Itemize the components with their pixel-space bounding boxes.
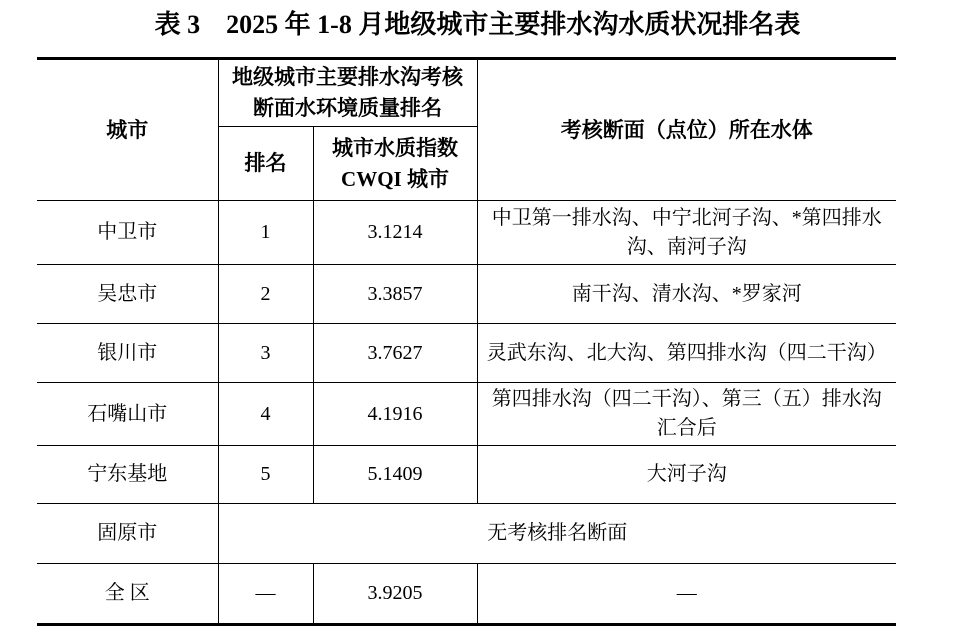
rank-cell: 4	[218, 383, 313, 446]
water-body-cell: 灵武东沟、北大沟、第四排水沟（四二干沟）	[477, 324, 896, 383]
rank-cell: 1	[218, 201, 313, 265]
cwqi-cell: 3.3857	[313, 265, 477, 324]
table-row	[37, 201, 896, 265]
cwqi-cell: 5.1409	[313, 446, 477, 504]
header-rank: 排名	[218, 127, 313, 201]
rank-cell: 5	[218, 446, 313, 504]
city-cell: 中卫市	[37, 201, 218, 265]
cwqi-cell: 4.1916	[313, 383, 477, 446]
table-row	[37, 446, 896, 504]
table-row	[37, 324, 896, 383]
cwqi-cell: 3.9205	[313, 564, 477, 625]
table-row	[37, 265, 896, 324]
table-row	[37, 383, 896, 446]
water-body-cell: —	[477, 564, 896, 625]
table-title: 表 3 2025 年 1-8 月地级城市主要排水沟水质状况排名表	[154, 10, 801, 39]
city-cell: 石嘴山市	[37, 383, 218, 446]
rank-cell: 2	[218, 265, 313, 324]
header-city: 城市	[37, 59, 218, 201]
water-body-cell: 中卫第一排水沟、中宁北河子沟、*第四排水沟、南河子沟	[477, 201, 896, 265]
table-row-guyuan	[37, 504, 896, 564]
table-row-total	[37, 564, 896, 625]
header-ranking-group-label: 地级城市主要排水沟考核断面水环境质量排名	[232, 65, 463, 120]
no-assessment-cell: 无考核排名断面	[218, 504, 896, 564]
header-ranking-group	[218, 59, 477, 127]
rank-cell: 3	[218, 324, 313, 383]
header-cwqi	[313, 127, 477, 201]
water-quality-ranking-table	[37, 57, 896, 626]
city-cell: 宁东基地	[37, 446, 218, 504]
city-cell: 吴忠市	[37, 265, 218, 324]
water-body-cell: 第四排水沟（四二干沟）、第三（五）排水沟汇合后	[477, 383, 896, 446]
cwqi-cell: 3.1214	[313, 201, 477, 265]
water-body-cell: 南干沟、清水沟、*罗家河	[477, 265, 896, 324]
cwqi-cell: 3.7627	[313, 324, 477, 383]
header-row-1	[37, 59, 896, 127]
city-cell: 全 区	[37, 564, 218, 625]
header-cwqi-label: 城市水质指数 CWQI 城市	[332, 135, 458, 191]
city-cell: 固原市	[37, 504, 218, 564]
header-water-body: 考核断面（点位）所在水体	[477, 59, 896, 201]
rank-cell: —	[218, 564, 313, 625]
city-cell: 银川市	[37, 324, 218, 383]
water-body-cell: 大河子沟	[477, 446, 896, 504]
